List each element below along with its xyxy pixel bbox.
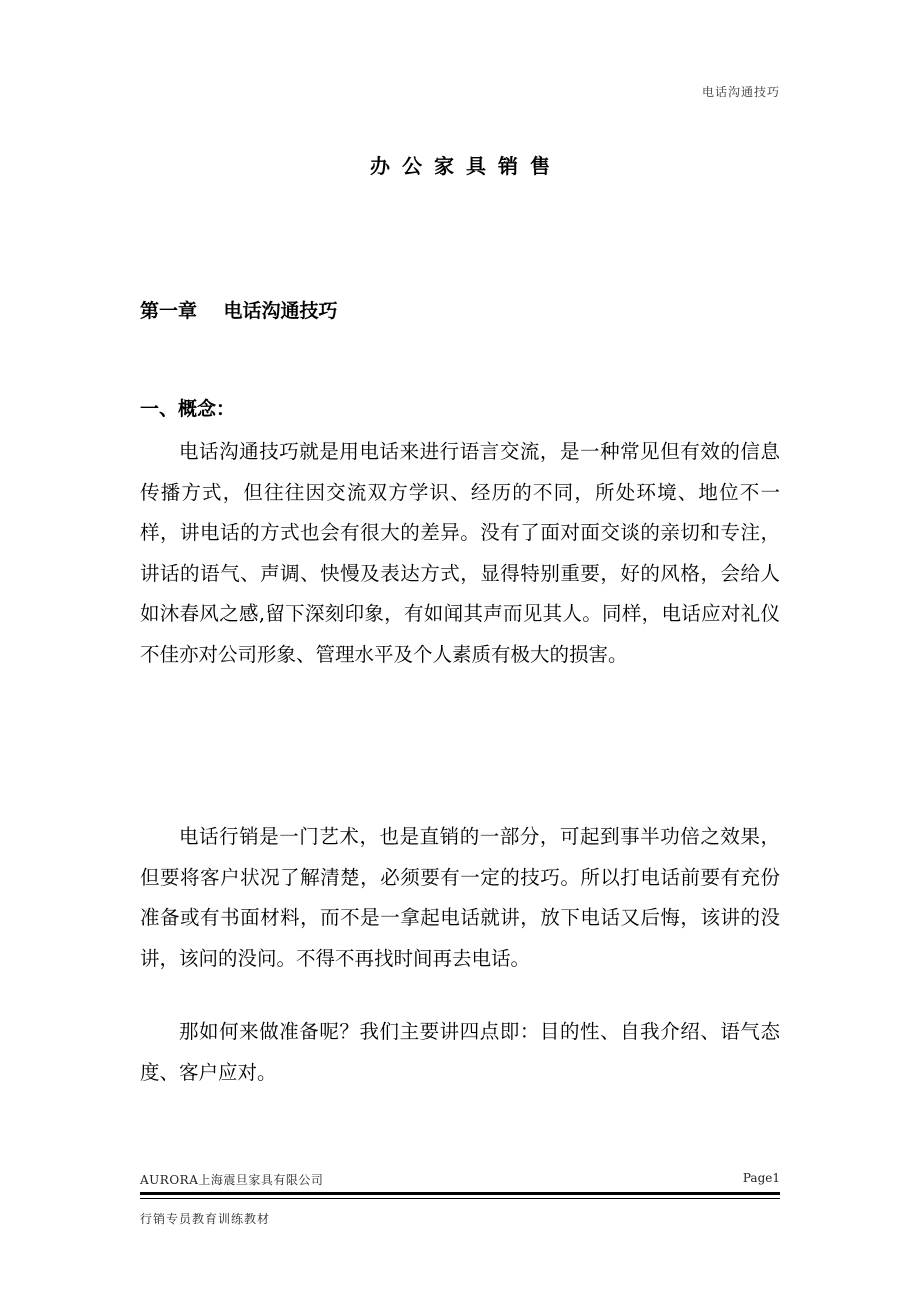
paragraph-preparation: 那如何来做准备呢？我们主要讲四点即：目的性、自我介绍、语气态度、客户应对。: [140, 1020, 780, 1084]
section-heading: 一、概念：: [140, 398, 236, 420]
paragraph-concept: 电话沟通技巧就是用电话来进行语言交流，是一种常见但有效的信息传播方式，但往往因交流双方学识、经历的不同，所处环境、地位不一样，讲电话的方式也会有很大的差异。没有了面对面交谈的亲切和专注，讲话的语气、声调、快慢及表达方式，显得特别重要，好的风格，会给人如沐春风之感,留下深刻印象，有如闻其声而见其人。同样，电话应对礼仪不佳亦对公司形象、管理水平及个人素质有极大的损害。: [140, 440, 780, 666]
paragraph-telemarketing: 电话行销是一门艺术，也是直销的一部分，可起到事半功倍之效果，但要将客户状况了解清楚，必须要有一定的技巧。所以打电话前要有充份准备或有书面材料，而不是一拿起电话就讲，放下电话又后悔，该讲的没讲，该问的没问。不得不再找时间再去电话。: [140, 825, 780, 970]
chapter-heading: 第一章 电话沟通技巧: [140, 300, 338, 322]
footer-page-number: Page1: [742, 1171, 780, 1185]
footer-divider-thin: [140, 1198, 780, 1199]
footer-subtitle: 行销专员教育训练教材: [140, 1212, 271, 1226]
footer-divider-thick: [140, 1192, 780, 1195]
running-header: 电话沟通技巧: [701, 85, 780, 99]
document-title: 办公家具销售: [370, 154, 562, 178]
footer-company: AURORA上海震旦家具有限公司: [140, 1173, 324, 1187]
